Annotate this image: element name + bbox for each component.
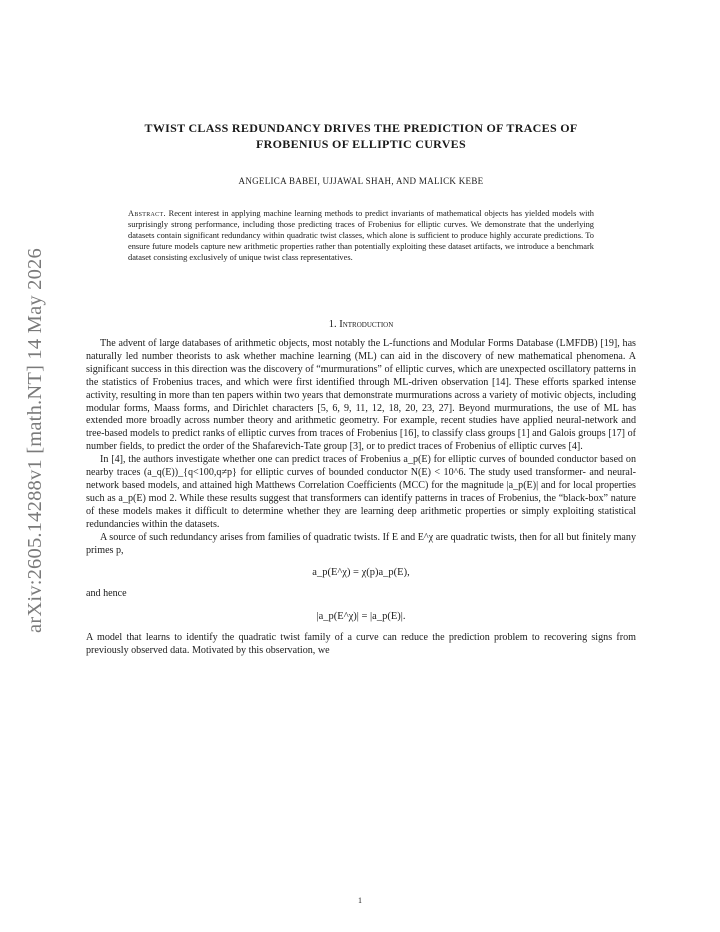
paper-page (86, 120, 636, 658)
equation-twist-relation: a_p(E^χ) = χ(p)a_p(E), (312, 567, 410, 579)
arxiv-stamp-text: arXiv:2605.14288v1 [math.NT] 14 May 2026 (23, 247, 46, 633)
intro-paragraph-4: A model that learns to identify the quadratic twist family of a curve can reduce the prediction problem to recovering signs from previously observed data. Motivated by this observation, we (86, 632, 636, 657)
author-list: ANGELICA BABEI, UJJAWAL SHAH, AND MALICK KEBE (238, 176, 484, 186)
abstract (128, 208, 594, 263)
abstract-label: Abstract. (128, 209, 166, 218)
section-heading (86, 319, 636, 330)
section-number: 1. (328, 319, 337, 330)
abstract-text: Recent interest in applying machine learning methods to predict invariants of mathematical objects has yielded models with surprisingly strong performance, including those predicting traces of Frobenius for elliptic curves. We demonstrate that the underlying datasets contain significant redundancy within quadratic twist classes, which alone is sufficient to produce highly accurate predictions. To ensure future models capture new arithmetic properties rather than potentially exploiting these dataset artifacts, we introduce a benchmark dataset consisting exclusively of unique twist class representatives. (128, 209, 594, 262)
title-line-1: TWIST CLASS REDUNDANCY DRIVES THE PREDICTION OF TRACES OF (144, 121, 578, 135)
title-line-2: FROBENIUS OF ELLIPTIC CURVES (256, 137, 466, 151)
and-hence-text: and hence (86, 588, 127, 600)
intro-paragraph-3: A source of such redundancy arises from families of quadratic twists. If E and E^χ are quadratic twists, then for all but finitely many primes p, (86, 531, 636, 556)
paper-title (86, 120, 636, 152)
section-title: Introduction (339, 319, 394, 330)
intro-paragraph-2: In [4], the authors investigate whether one can predict traces of Frobenius a_p(E) for elliptic curves of bounded conductor based on nearby traces (a_q(E))_{q<100,q≠p} for elliptic curves of bounded conductor N(E) < 10^6. The study used transformer- and neural-network based models, and attained high Matthews Correlation Coefficients (MCC) for the magnitude |a_p(E)| and for local properties such as a_p(E) mod 2. While these results suggest that transformers can identify patterns in traces of Frobenius, the “black-box” nature of these models makes it difficult to determine whether they are learning deep arithmetic properties or simply exploiting statistical redundancies within the datasets. (86, 454, 636, 530)
equation-magnitude: |a_p(E^χ)| = |a_p(E)|. (316, 611, 406, 623)
page-number: 1 (358, 896, 362, 905)
arxiv-identifier-stamp (22, 240, 48, 640)
intro-paragraph-1: The advent of large databases of arithmetic objects, most notably the L-functions and Modular Forms Database (LMFDB) [19], has naturally led number theorists to ask whether machine learning (ML) can aid in the discovery of new mathematical phenomena. A significant success in this direction was the discovery of “murmurations” of elliptic curves, which are unexpected oscillatory patterns in the statistics of Frobenius traces, and which were first identified through ML-driven observation [14]. These efforts sparked intense activity, resulting in more than ten papers within two years that demonstrate murmurations across a variety of motivic objects, including modular forms, Maass forms, and Dirichlet characters [5, 6, 9, 11, 12, 18, 20, 23, 27]. Beyond murmurations, the use of ML has extended more broadly across number theory and arithmetic geometry. For example, recent studies have applied neural-network and tree-based models to predict ranks of elliptic curves from traces of Frobenius [16], to classify class groups [1] and Galois groups [17] of number fields, to predict the order of the Shafarevich-Tate group [3], or to predict traces of Frobenius of elliptic curves [4]. (86, 338, 636, 453)
